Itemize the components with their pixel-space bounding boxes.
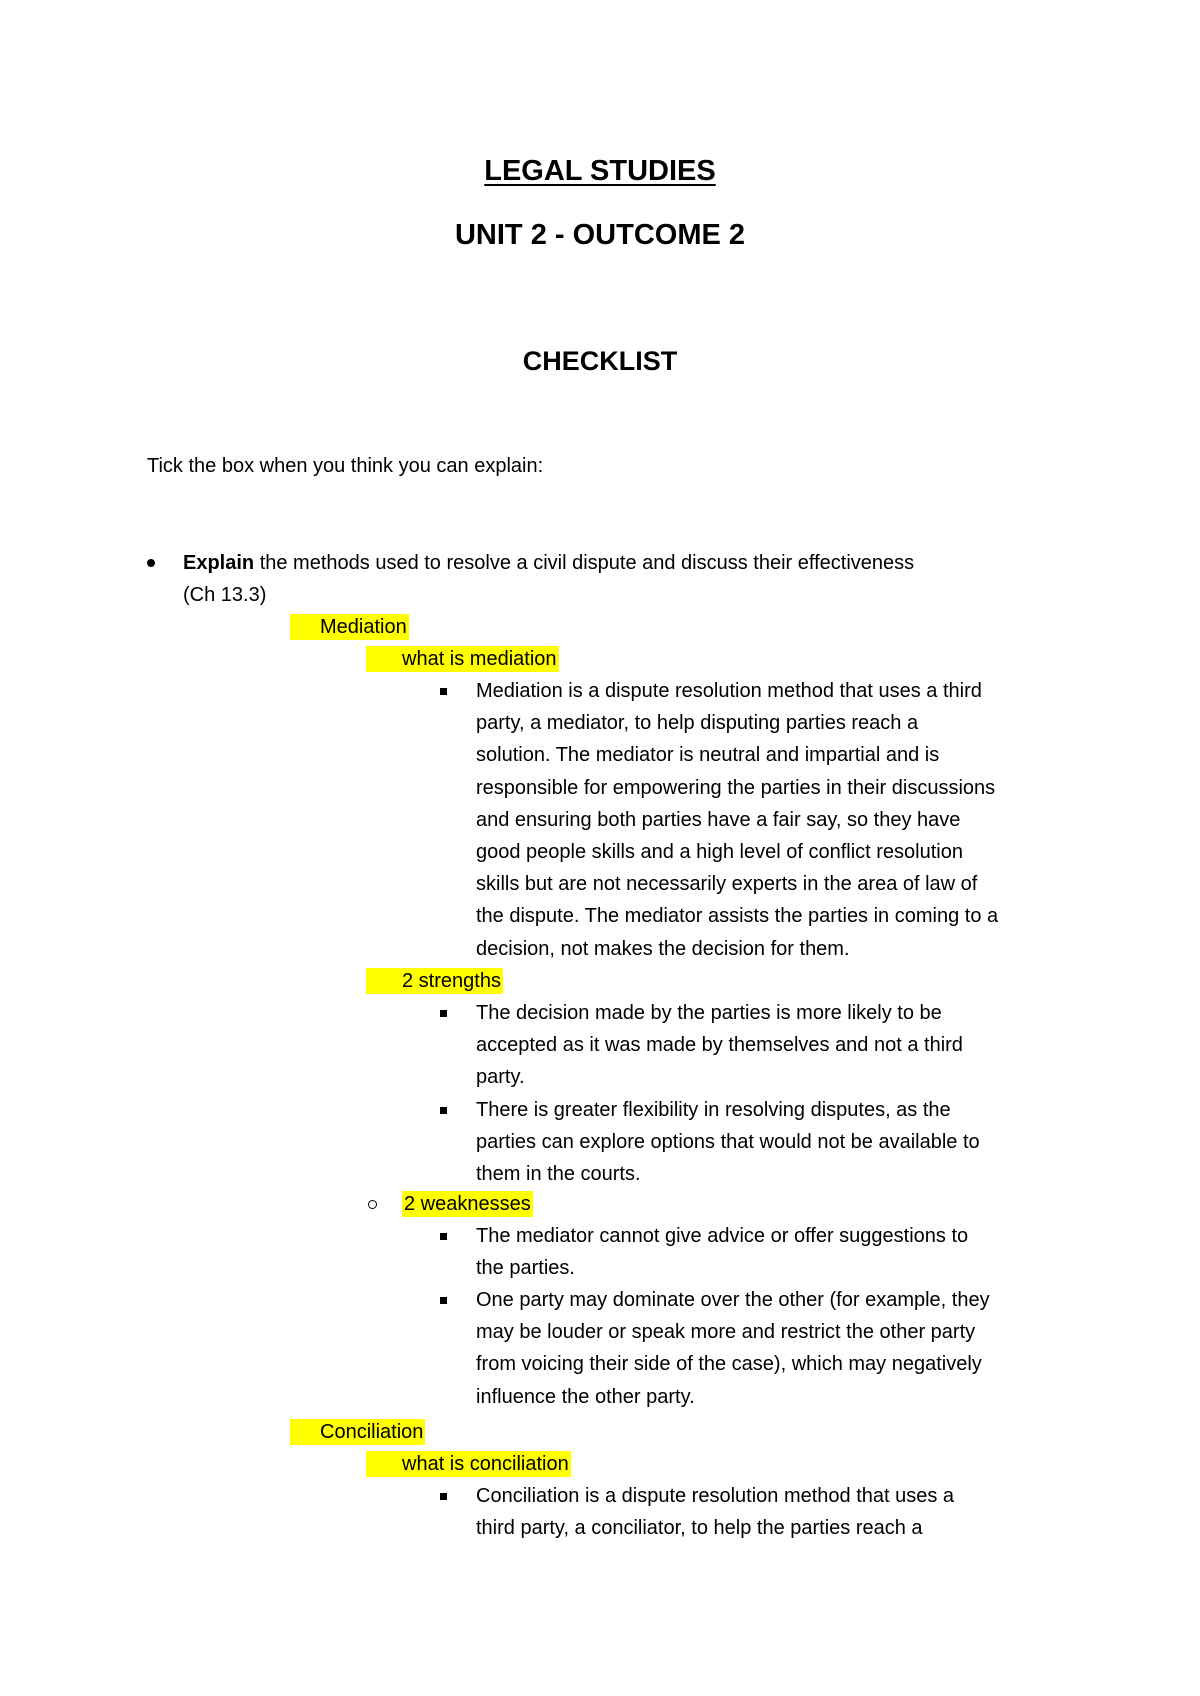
bullet-circle [368, 1200, 377, 1209]
item-reference: (Ch 13.3) [183, 584, 267, 606]
conciliation-definition [476, 1480, 1076, 1544]
item-bold-verb: Explain [183, 552, 255, 574]
text-line: from voicing their side of the case), which may negatively [476, 1353, 982, 1376]
mediation-what-heading [366, 643, 559, 675]
bullet-square [440, 1010, 447, 1017]
text-line: The decision made by the parties is more likely to be [476, 1002, 942, 1024]
mediation-weaknesses-label: 2 weaknesses [404, 1193, 531, 1215]
text-line: good people skills and a high level of conflict resolution [476, 841, 963, 864]
bullet-square [440, 1493, 447, 1500]
mediation-what-label: what is mediation [366, 646, 559, 672]
text-line: and ensuring both parties have a fair say, so they have [476, 808, 961, 831]
text-line: One party may dominate over the other (for example, they [476, 1289, 990, 1311]
document-subtitle: UNIT 2 - OUTCOME 2 [454, 219, 745, 251]
mediation-strength-1 [476, 997, 1076, 1094]
text-line: them in the courts. [476, 1163, 641, 1186]
text-line: accepted as it was made by themselves and not a third [476, 1034, 963, 1057]
text-line: third party, a conciliator, to help the parties reach a [476, 1517, 923, 1540]
bullet-square [440, 688, 447, 695]
topic-mediation [290, 611, 409, 643]
item-text: the methods used to resolve a civil dispute and discuss their effectiveness [254, 552, 915, 574]
document-title: LEGAL STUDIES [484, 155, 716, 187]
text-line: decision, not makes the decision for them. [476, 937, 850, 960]
text-line: party, a mediator, to help disputing parties reach a [476, 712, 919, 735]
topic-conciliation [290, 1416, 425, 1448]
mediation-strengths-heading [366, 965, 503, 997]
bullet-square [440, 1233, 447, 1240]
mediation-strength-2 [476, 1094, 1076, 1191]
text-line: solution. The mediator is neutral and impartial and is [476, 744, 940, 767]
text-line: Conciliation is a dispute resolution method that uses a [476, 1485, 955, 1507]
text-line: party. [476, 1066, 525, 1089]
section-heading: CHECKLIST [522, 346, 678, 376]
checklist-item-explain [183, 547, 914, 579]
bullet-square [440, 1107, 447, 1114]
text-line: responsible for empowering the parties in their discussions [476, 776, 996, 799]
text-line: the parties. [476, 1257, 575, 1280]
mediation-strengths-label: 2 strengths [366, 968, 503, 994]
topic-conciliation-label: Conciliation [290, 1419, 425, 1445]
text-line: There is greater flexibility in resolving disputes, as the [476, 1099, 951, 1121]
mediation-definition [476, 675, 1076, 965]
text-line: parties can explore options that would not be available to [476, 1131, 980, 1154]
text-line: influence the other party. [476, 1385, 695, 1408]
mediation-weakness-1 [476, 1220, 1076, 1284]
conciliation-what-heading [366, 1448, 571, 1480]
text-line: may be louder or speak more and restrict the other party [476, 1321, 976, 1344]
text-line: Mediation is a dispute resolution method that uses a third [476, 680, 982, 702]
text-line: The mediator cannot give advice or offer suggestions to [476, 1225, 969, 1247]
instruction-text: Tick the box when you think you can explain: [147, 455, 544, 477]
topic-mediation-label: Mediation [290, 614, 409, 640]
bullet-dot [147, 559, 155, 567]
text-line: skills but are not necessarily experts in the area of law of [476, 873, 978, 896]
mediation-weakness-2 [476, 1284, 1076, 1413]
bullet-square [440, 1297, 447, 1304]
text-line: the dispute. The mediator assists the parties in coming to a [476, 905, 999, 928]
conciliation-what-label: what is conciliation [366, 1451, 571, 1477]
mediation-weaknesses-heading [402, 1188, 533, 1220]
